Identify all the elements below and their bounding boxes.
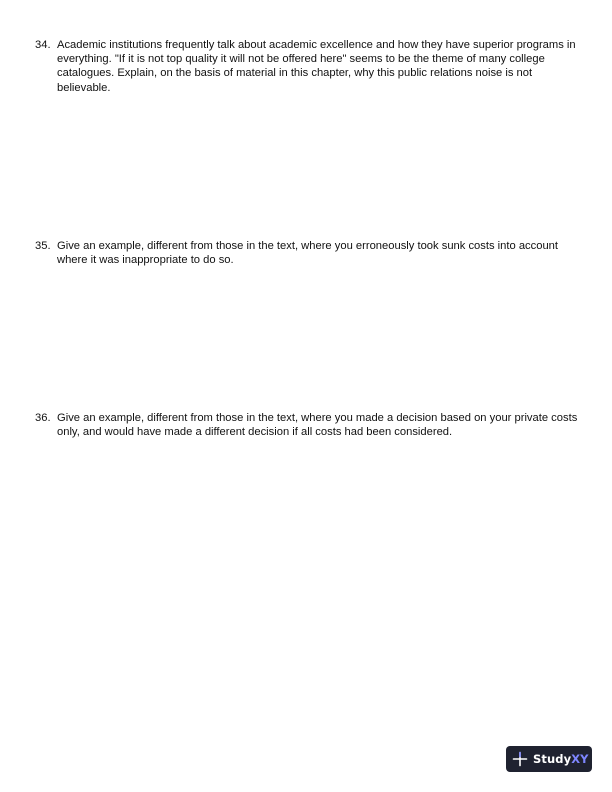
logo-text-main: Study <box>533 752 572 766</box>
plus-cross-icon <box>512 751 528 767</box>
logo-text-accent: XY <box>571 752 589 766</box>
question-35 <box>35 239 585 267</box>
question-number: 36. <box>35 412 51 424</box>
logo-wordmark <box>533 752 589 766</box>
question-number: 34. <box>35 39 51 51</box>
question-34 <box>35 38 585 95</box>
question-number: 35. <box>35 240 51 252</box>
question-text: Give an example, different from those in the text, where you made a decision based on your private costs only, and would have made a different decision if all costs had been considered. <box>57 412 578 439</box>
question-text: Give an example, different from those in the text, where you erroneously took sunk costs into account where it was inappropriate to do so. <box>57 240 559 267</box>
question-36 <box>35 411 585 439</box>
question-text: Academic institutions frequently talk about academic excellence and how they have superior programs in everything. "If it is not top quality it will not be offered here" seems to be the theme of many college catalogues. Explain, on the basis of material in this chapter, why this public relations noise is not believable. <box>57 39 576 94</box>
studyxy-logo <box>506 746 592 772</box>
